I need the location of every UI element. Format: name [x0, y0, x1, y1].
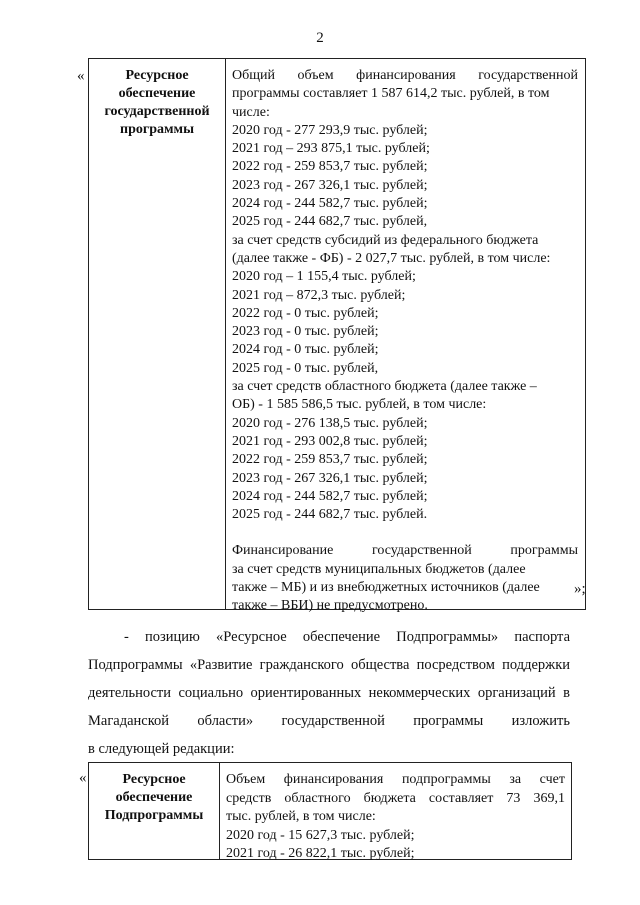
header-line: государственной [104, 104, 210, 119]
text-line: 2021 год - 293 002,8 тыс. рублей; [232, 433, 428, 449]
text-line: 2025 год - 0 тыс. рублей, [232, 360, 379, 376]
table-header-cell [89, 763, 220, 859]
paragraph-line: деятельности социально ориентированных некоммерческих организаций в [88, 685, 570, 701]
text-line: числе: [232, 104, 270, 120]
text-line: 2022 год - 259 853,7 тыс. рублей; [232, 452, 428, 468]
text-line: 2021 год – 293 875,1 тыс. рублей; [232, 141, 430, 157]
header-line: программы [120, 122, 194, 137]
opening-quote: « [79, 770, 87, 786]
opening-quote: « [77, 68, 85, 84]
text-line: тыс. рублей, в том числе: [226, 809, 376, 824]
text-line: 2023 год - 267 326,1 тыс. рублей; [232, 177, 428, 193]
text-line: 2022 год - 259 853,7 тыс. рублей; [232, 159, 428, 175]
table-header-cell [89, 59, 226, 609]
text-line: 2021 год - 26 822,1 тыс. рублей; [226, 846, 415, 861]
text-line: 2023 год - 0 тыс. рублей; [232, 324, 379, 340]
blank-line [232, 524, 578, 542]
text-line: Финансирование государственной программы [232, 543, 578, 559]
paragraph-line: - позицию «Ресурсное обеспечение Подпрограммы» паспорта [124, 629, 570, 645]
text-line: за счет средств субсидий из федерального бюджета [232, 232, 539, 248]
text-line: программы составляет 1 587 614,2 тыс. рублей, в том [232, 86, 550, 102]
table-content-cell [220, 763, 571, 859]
text-line: 2024 год - 244 582,7 тыс. рублей; [232, 488, 428, 504]
text-line: (далее также - ФБ) - 2 027,7 тыс. рублей, в том числе: [232, 250, 551, 266]
header-line: Подпрограммы [104, 808, 204, 823]
text-line: за счет средств областного бюджета (далее также – [232, 379, 537, 395]
text-line: 2020 год – 1 155,4 тыс. рублей; [232, 269, 416, 285]
text-line: 2020 год - 15 627,3 тыс. рублей; [226, 827, 415, 843]
resource-table-program [88, 58, 586, 614]
paragraph-line: Подпрограммы «Развитие гражданского общества посредством поддержки [88, 657, 570, 673]
page-number: 2 [316, 30, 324, 46]
text-line: средств областного бюджета составляет 73 369,1 [226, 790, 565, 806]
body-paragraph [88, 623, 570, 763]
header-line: Ресурсное [122, 772, 186, 787]
header-line: обеспечение [115, 790, 193, 805]
text-line: 2025 год - 244 682,7 тыс. рублей, [232, 214, 428, 230]
text-line: ОБ) - 1 585 586,5 тыс. рублей, в том числе: [232, 397, 487, 413]
text-line: 2024 год - 0 тыс. рублей; [232, 342, 379, 358]
resource-table-subprogram [88, 762, 572, 860]
header-line: Ресурсное [125, 68, 189, 83]
text-line: 2023 год - 267 326,1 тыс. рублей; [232, 470, 428, 486]
table-content-cell [226, 59, 584, 614]
closing-quote: »; [574, 581, 586, 597]
text-line: Объем финансирования подпрограммы за счет [226, 772, 565, 787]
text-line: 2020 год - 276 138,5 тыс. рублей; [232, 415, 428, 431]
text-line: также – ВБИ) не предусмотрено. [232, 598, 428, 614]
text-line: Общий объем финансирования государственной [232, 68, 578, 83]
text-line: 2021 год – 872,3 тыс. рублей; [232, 287, 406, 303]
paragraph-line: в следующей редакции: [88, 741, 235, 757]
text-line: 2022 год - 0 тыс. рублей; [232, 305, 379, 321]
text-line: также – МБ) и из внебюджетных источников (далее [232, 580, 540, 596]
text-line: 2020 год - 277 293,9 тыс. рублей; [232, 122, 428, 138]
text-line: 2024 год - 244 582,7 тыс. рублей; [232, 196, 428, 212]
paragraph-line: Магаданской области» государственной программы изложить [88, 713, 570, 729]
header-line: обеспечение [118, 86, 196, 101]
text-line: за счет средств муниципальных бюджетов (далее [232, 561, 526, 577]
text-line: 2025 год - 244 682,7 тыс. рублей. [232, 507, 428, 523]
